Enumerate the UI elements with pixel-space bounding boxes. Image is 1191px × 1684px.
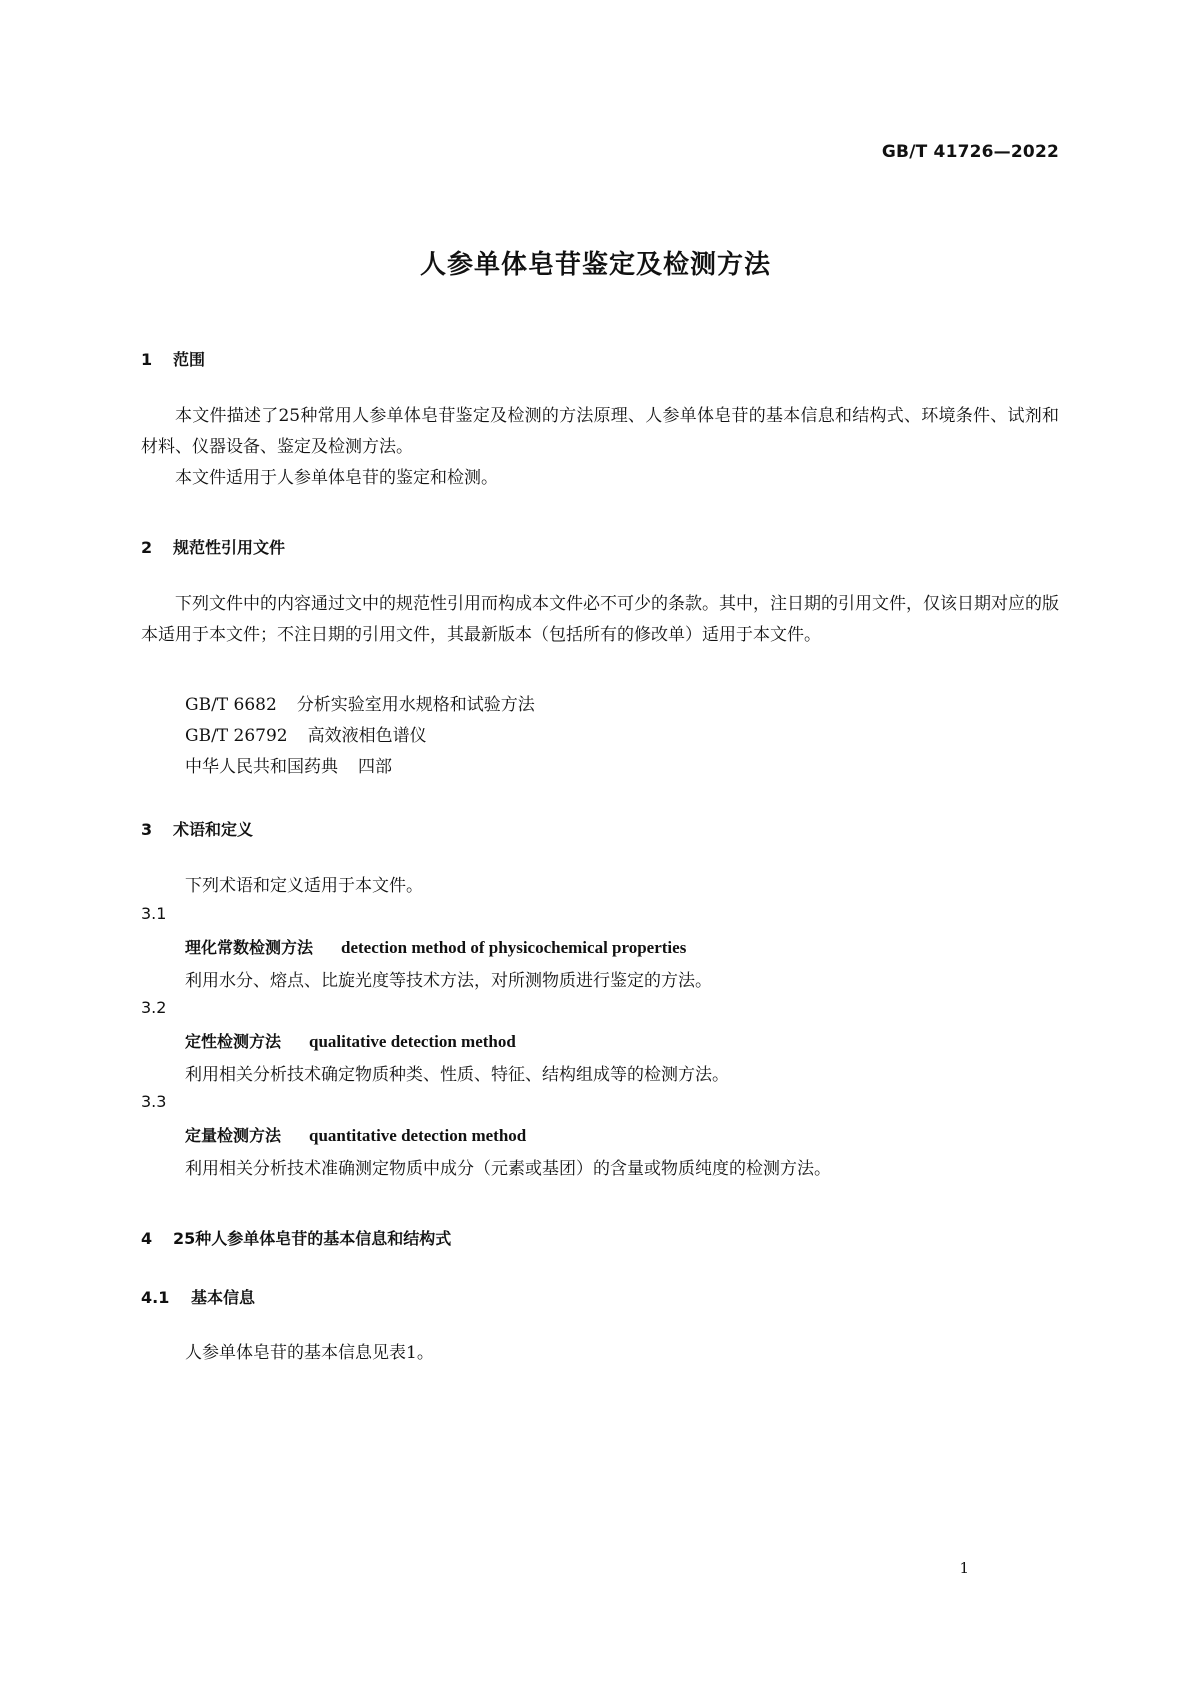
- reference-title: 分析实验室用水规格和试验方法: [296, 695, 535, 715]
- section-number: 4: [141, 1229, 153, 1248]
- term-definition: 利用水分、熔点、比旋光度等技术方法，对所测物质进行鉴定的方法。: [185, 971, 712, 991]
- section-title: 术语和定义: [173, 820, 254, 839]
- standard-code: GB/T 41726—2022: [881, 142, 1059, 162]
- term-definition: 利用相关分析技术确定物质种类、性质、特征、结构组成等的检测方法。: [185, 1065, 729, 1085]
- section-2-paragraph-1: 下列文件中的内容通过文中的规范性引用而构成本文件必不可少的条款。其中，注日期的引用文件，仅该日期对应的版本适用于本文件；不注日期的引用文件，其最新版本（包括所有的修改单）适用于本文件。: [141, 594, 1059, 645]
- reference-title: 高效液相色谱仪: [307, 726, 427, 746]
- term-number: 3.2: [141, 998, 167, 1017]
- section-4-1-paragraph-1: 人参单体皂苷的基本信息见表1。: [185, 1343, 434, 1363]
- term-english: detection method of physicochemical properties: [341, 938, 687, 957]
- reference-title: 四部: [358, 757, 392, 777]
- reference-code: GB/T 26792: [185, 726, 288, 746]
- section-4-1-heading: [141, 1285, 255, 1308]
- section-number: 4.1: [141, 1288, 170, 1307]
- section-2-heading: [141, 535, 285, 558]
- section-4-heading: [141, 1226, 451, 1249]
- reference-item: [185, 721, 427, 746]
- term-definition: 利用相关分析技术准确测定物质中成分（元素或基团）的含量或物质纯度的检测方法。: [185, 1159, 831, 1179]
- term-chinese: 定量检测方法: [185, 1126, 282, 1145]
- term-number: 3.1: [141, 904, 167, 923]
- section-number: 1: [141, 350, 153, 369]
- term-chinese: 定性检测方法: [185, 1032, 282, 1051]
- section-title: 规范性引用文件: [173, 538, 286, 557]
- term-english: quantitative detection method: [309, 1126, 527, 1145]
- term-chinese: 理化常数检测方法: [185, 938, 314, 957]
- page-number: 1: [959, 1559, 969, 1577]
- section-title: 25种人参单体皂苷的基本信息和结构式: [173, 1229, 452, 1248]
- section-number: 3: [141, 820, 153, 839]
- term-heading: [185, 935, 686, 958]
- reference-item: [185, 752, 392, 777]
- term-english: qualitative detection method: [309, 1032, 516, 1051]
- section-1-heading: [141, 347, 205, 370]
- section-3-paragraph-1: 下列术语和定义适用于本文件。: [185, 876, 423, 896]
- reference-code: GB/T 6682: [185, 695, 277, 715]
- section-title: 基本信息: [191, 1288, 256, 1307]
- reference-item: [185, 690, 535, 715]
- term-heading: [185, 1029, 516, 1052]
- section-3-heading: [141, 817, 253, 840]
- section-1-paragraph-1: 本文件描述了25种常用人参单体皂苷鉴定及检测的方法原理、人参单体皂苷的基本信息和结构式、环境条件、试剂和材料、仪器设备、鉴定及检测方法。: [141, 406, 1059, 457]
- section-title: 范围: [173, 350, 206, 369]
- document-title: 人参单体皂苷鉴定及检测方法: [419, 250, 771, 280]
- term-number: 3.3: [141, 1092, 167, 1111]
- section-1-paragraph-2: 本文件适用于人参单体皂苷的鉴定和检测。: [175, 468, 498, 488]
- term-heading: [185, 1123, 526, 1146]
- reference-code: 中华人民共和国药典: [185, 757, 338, 777]
- section-number: 2: [141, 538, 153, 557]
